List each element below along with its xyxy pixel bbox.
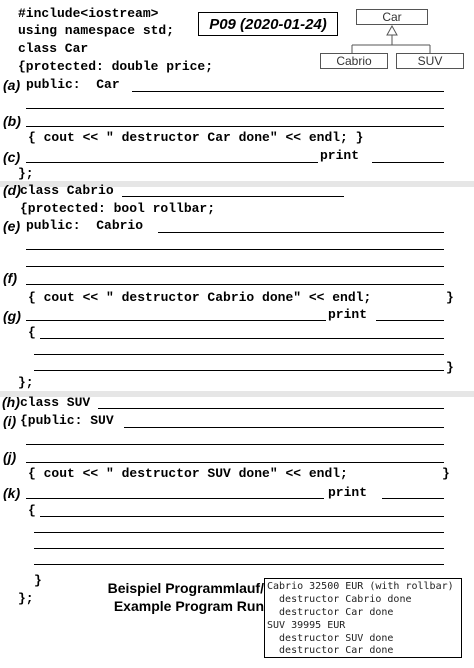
example-caption-de: Beispiel Programmlauf/: [107, 580, 264, 596]
label-k: (k): [3, 485, 21, 501]
cabrio-print-open: {: [28, 325, 36, 340]
suv-destructor-close: }: [442, 466, 450, 481]
blank-g-4: [34, 354, 444, 355]
label-f: (f): [3, 270, 17, 286]
blank-e-3: [26, 266, 444, 267]
namespace-line: using namespace std;: [18, 23, 175, 38]
blank-i-1: [124, 427, 444, 428]
blank-e-2: [26, 249, 444, 250]
cabrio-print-keyword: print: [328, 307, 368, 322]
blank-a-2: [26, 108, 444, 109]
blank-i-2: [26, 444, 444, 445]
suv-public-constructor: {public: SUV: [20, 413, 114, 428]
cabrio-class-end: };: [18, 375, 34, 390]
label-d: (d): [3, 182, 21, 198]
cabrio-destructor-line: { cout << " destructor Cabrio done" << endl;: [28, 290, 372, 305]
class-car-line: class Car: [18, 41, 89, 56]
car-destructor-line: { cout << " destructor Car done" << endl; }: [28, 130, 364, 145]
blank-j-1: [26, 462, 444, 463]
cabrio-public-constructor: public: Cabrio: [26, 218, 144, 233]
blank-g-5: [34, 370, 444, 371]
blank-k-1: [26, 498, 324, 499]
blank-k-6: [34, 564, 444, 565]
suv-print-keyword: print: [328, 485, 368, 500]
label-c: (c): [3, 149, 21, 165]
suv-class-end: };: [18, 591, 34, 606]
blank-h-1: [98, 408, 444, 409]
output-line: SUV 39995 EUR: [267, 620, 346, 631]
include-line: #include<iostream>: [18, 6, 159, 21]
blank-d-1: [122, 196, 344, 197]
example-caption-en: Example Program Run: [113, 598, 264, 614]
suv-print-close: }: [34, 573, 42, 588]
output-line: destructor Car done: [267, 607, 394, 618]
uml-inheritance-connectors: [0, 0, 474, 80]
label-i: (i): [3, 413, 17, 429]
label-j: (j): [3, 449, 17, 465]
suv-print-open: {: [28, 503, 36, 518]
cabrio-class-line: class Cabrio: [20, 183, 114, 198]
label-h: (h): [2, 394, 20, 410]
blank-g-2: [376, 320, 444, 321]
car-print-keyword: print: [320, 148, 360, 163]
label-a: (a): [3, 77, 21, 93]
example-output-box: [264, 578, 462, 658]
cabrio-print-close: }: [446, 360, 454, 375]
exam-title: P09 (2020-01-24): [209, 16, 327, 33]
uml-cabrio-label: Cabrio: [336, 54, 372, 68]
uml-car-label: Car: [382, 10, 402, 24]
suv-class-line: class SUV: [20, 395, 91, 410]
suv-destructor-line: { cout << " destructor SUV done" << endl;: [28, 466, 348, 481]
blank-g-1: [26, 320, 326, 321]
label-e: (e): [3, 218, 21, 234]
label-g: (g): [3, 308, 21, 324]
blank-a-1: [132, 91, 444, 92]
cabrio-destructor-close: }: [446, 290, 454, 305]
blank-b-1: [26, 126, 444, 127]
blank-f-1: [26, 284, 444, 285]
blank-k-3: [40, 516, 444, 517]
blank-c-1: [26, 162, 318, 163]
output-line: destructor Car done: [267, 645, 394, 656]
blank-k-4: [34, 532, 444, 533]
output-line: Cabrio 32500 EUR (with rollbar): [267, 581, 454, 592]
blank-k-2: [382, 498, 444, 499]
output-line: destructor Cabrio done: [267, 594, 412, 605]
blank-k-5: [34, 548, 444, 549]
car-public-constructor: public: Car: [26, 77, 120, 92]
label-b: (b): [3, 113, 21, 129]
car-class-end: };: [18, 166, 34, 181]
output-line: destructor SUV done: [267, 633, 394, 644]
blank-g-3: [40, 338, 444, 339]
blank-c-2: [372, 162, 444, 163]
protected-price-line: {protected: double price;: [18, 59, 214, 74]
cabrio-protected-line: {protected: bool rollbar;: [20, 201, 216, 216]
uml-suv-label: SUV: [417, 54, 443, 68]
blank-e-1: [158, 232, 444, 233]
